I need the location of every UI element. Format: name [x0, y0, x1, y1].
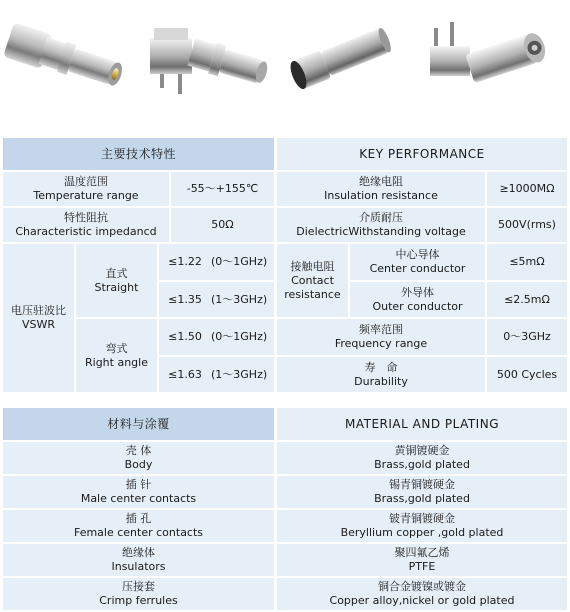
- vswr-right-angle-value-2: [159, 357, 274, 392]
- material-part-crimp-ferrules: [3, 578, 274, 610]
- part-en: Crimp ferrules: [99, 594, 178, 607]
- temperature-label-en: Temperature range: [33, 189, 139, 202]
- frequency-label-cn: 频率范围: [359, 323, 403, 336]
- vswr-value: ≤1.63: [168, 367, 202, 381]
- connector-photo-jack: [288, 14, 398, 100]
- dielectric-value: 500V(rms): [487, 208, 567, 242]
- outer-conductor-label: [350, 282, 485, 317]
- material-value-crimp-ferrules: [277, 578, 567, 610]
- insulation-label-cn: 绝缘电阻: [359, 175, 403, 188]
- vswr-range: (1～3GHz): [211, 292, 268, 306]
- durability-label: [277, 357, 485, 392]
- dielectric-label: [277, 208, 485, 242]
- material-value-female-contacts: [277, 510, 567, 542]
- vswr-range: (0～1GHz): [211, 330, 268, 343]
- part-en: Male center contacts: [80, 492, 197, 505]
- vswr-straight-value-2: [159, 282, 274, 317]
- material-en: Copper alloy,nickel or gold plated: [329, 594, 515, 607]
- frequency-label-en: Frequency range: [334, 337, 428, 350]
- vswr-value: ≤1.22: [168, 255, 202, 268]
- temperature-label: [3, 172, 169, 206]
- vswr-label: [3, 244, 74, 392]
- impedance-label-cn: 特性阻抗: [64, 211, 108, 224]
- durability-value: 500 Cycles: [487, 357, 567, 392]
- material-cn: 聚四氟乙烯: [394, 546, 450, 559]
- vswr-straight-cn: 直式: [105, 266, 128, 280]
- material-part-female-contacts: [3, 510, 274, 542]
- part-cn: 压接套: [122, 580, 155, 593]
- product-photos: [0, 0, 570, 130]
- durability-label-en: Durability: [354, 374, 408, 388]
- vswr-straight-value-1: [159, 244, 274, 280]
- part-cn: 插 针: [125, 478, 152, 491]
- part-cn: 插 孔: [125, 512, 152, 525]
- connector-photo-straight-plug: [2, 18, 130, 96]
- center-conductor-label: [350, 244, 485, 280]
- impedance-label-en: Characteristic impedancd: [15, 225, 157, 238]
- part-en: Body: [124, 458, 153, 471]
- part-cn: 绝缘体: [122, 546, 155, 559]
- vswr-right-angle-en: Right angle: [85, 355, 148, 369]
- impedance-value: 50Ω: [171, 208, 274, 242]
- contact-resistance-label: [277, 244, 348, 317]
- vswr-right-angle-cn: 弯式: [105, 341, 128, 355]
- material-part-insulators: [3, 544, 274, 576]
- material-en: Brass,gold plated: [374, 492, 470, 505]
- material-cn: 铍青铜镀硬金: [389, 512, 455, 525]
- material-header-en: MATERIAL AND PLATING: [277, 408, 567, 440]
- vswr-right-angle-label: [76, 319, 157, 392]
- material-en: Brass,gold plated: [374, 458, 470, 471]
- vswr-value: ≤1.35: [168, 292, 202, 306]
- material-cn: 锡青铜镀硬金: [389, 478, 455, 491]
- outer-conductor-cn: 外导体: [401, 285, 434, 299]
- contact-resistance-en: Contact resistance: [284, 273, 341, 301]
- part-cn: 壳 体: [125, 444, 152, 457]
- performance-header-en: KEY PERFORMANCE: [277, 138, 567, 170]
- center-conductor-cn: 中心导体: [395, 248, 440, 261]
- material-value-male-contacts: [277, 476, 567, 508]
- material-part-body: [3, 442, 274, 474]
- material-cn: 黄铜镀硬金: [394, 444, 450, 457]
- vswr-value: ≤1.50: [168, 330, 202, 343]
- center-conductor-value: ≤5mΩ: [487, 244, 567, 280]
- part-en: Female center contacts: [73, 526, 204, 539]
- temperature-value: -55～+155℃: [171, 172, 274, 206]
- material-part-male-contacts: [3, 476, 274, 508]
- performance-header-cn: 主要技术特性: [3, 138, 274, 170]
- material-value-body: [277, 442, 567, 474]
- dielectric-label-cn: 介质耐压: [359, 211, 403, 224]
- vswr-straight-label: [76, 244, 157, 317]
- vswr-range: (0～1GHz): [211, 255, 268, 268]
- center-conductor-en: Center conductor: [369, 262, 466, 275]
- vswr-range: (1～3GHz): [211, 367, 268, 381]
- material-value-insulators: [277, 544, 567, 576]
- impedance-label: [3, 208, 169, 242]
- temperature-label-cn: 温度范围: [64, 175, 108, 188]
- material-en: Beryllium copper ,gold plated: [340, 526, 504, 539]
- part-en: Insulators: [111, 560, 166, 573]
- outer-conductor-value: ≤2.5mΩ: [487, 282, 567, 317]
- contact-resistance-cn: 接触电阻: [290, 259, 335, 273]
- frequency-value: 0～3GHz: [487, 319, 567, 355]
- insulation-label: [277, 172, 485, 206]
- vswr-label-en: VSWR: [21, 318, 56, 331]
- material-en: PTFE: [408, 560, 436, 573]
- outer-conductor-en: Outer conductor: [372, 299, 463, 313]
- material-header-cn: 材料与涂覆: [3, 408, 274, 440]
- material-cn: 铜合金镀镍或镀金: [378, 580, 466, 593]
- frequency-label: [277, 319, 485, 355]
- vswr-label-cn: 电压驻波比: [11, 304, 66, 317]
- connector-photo-pcb-plug: [142, 10, 272, 110]
- vswr-straight-en: Straight: [94, 280, 139, 294]
- vswr-right-angle-value-1: [159, 319, 274, 355]
- durability-label-cn: 寿 命: [364, 360, 398, 374]
- insulation-value: ≥1000MΩ: [487, 172, 567, 206]
- connector-photo-pcb-jack: [420, 8, 560, 104]
- dielectric-label-en: DielectricWithstanding voltage: [296, 225, 466, 238]
- insulation-label-en: Insulation resistance: [324, 189, 438, 202]
